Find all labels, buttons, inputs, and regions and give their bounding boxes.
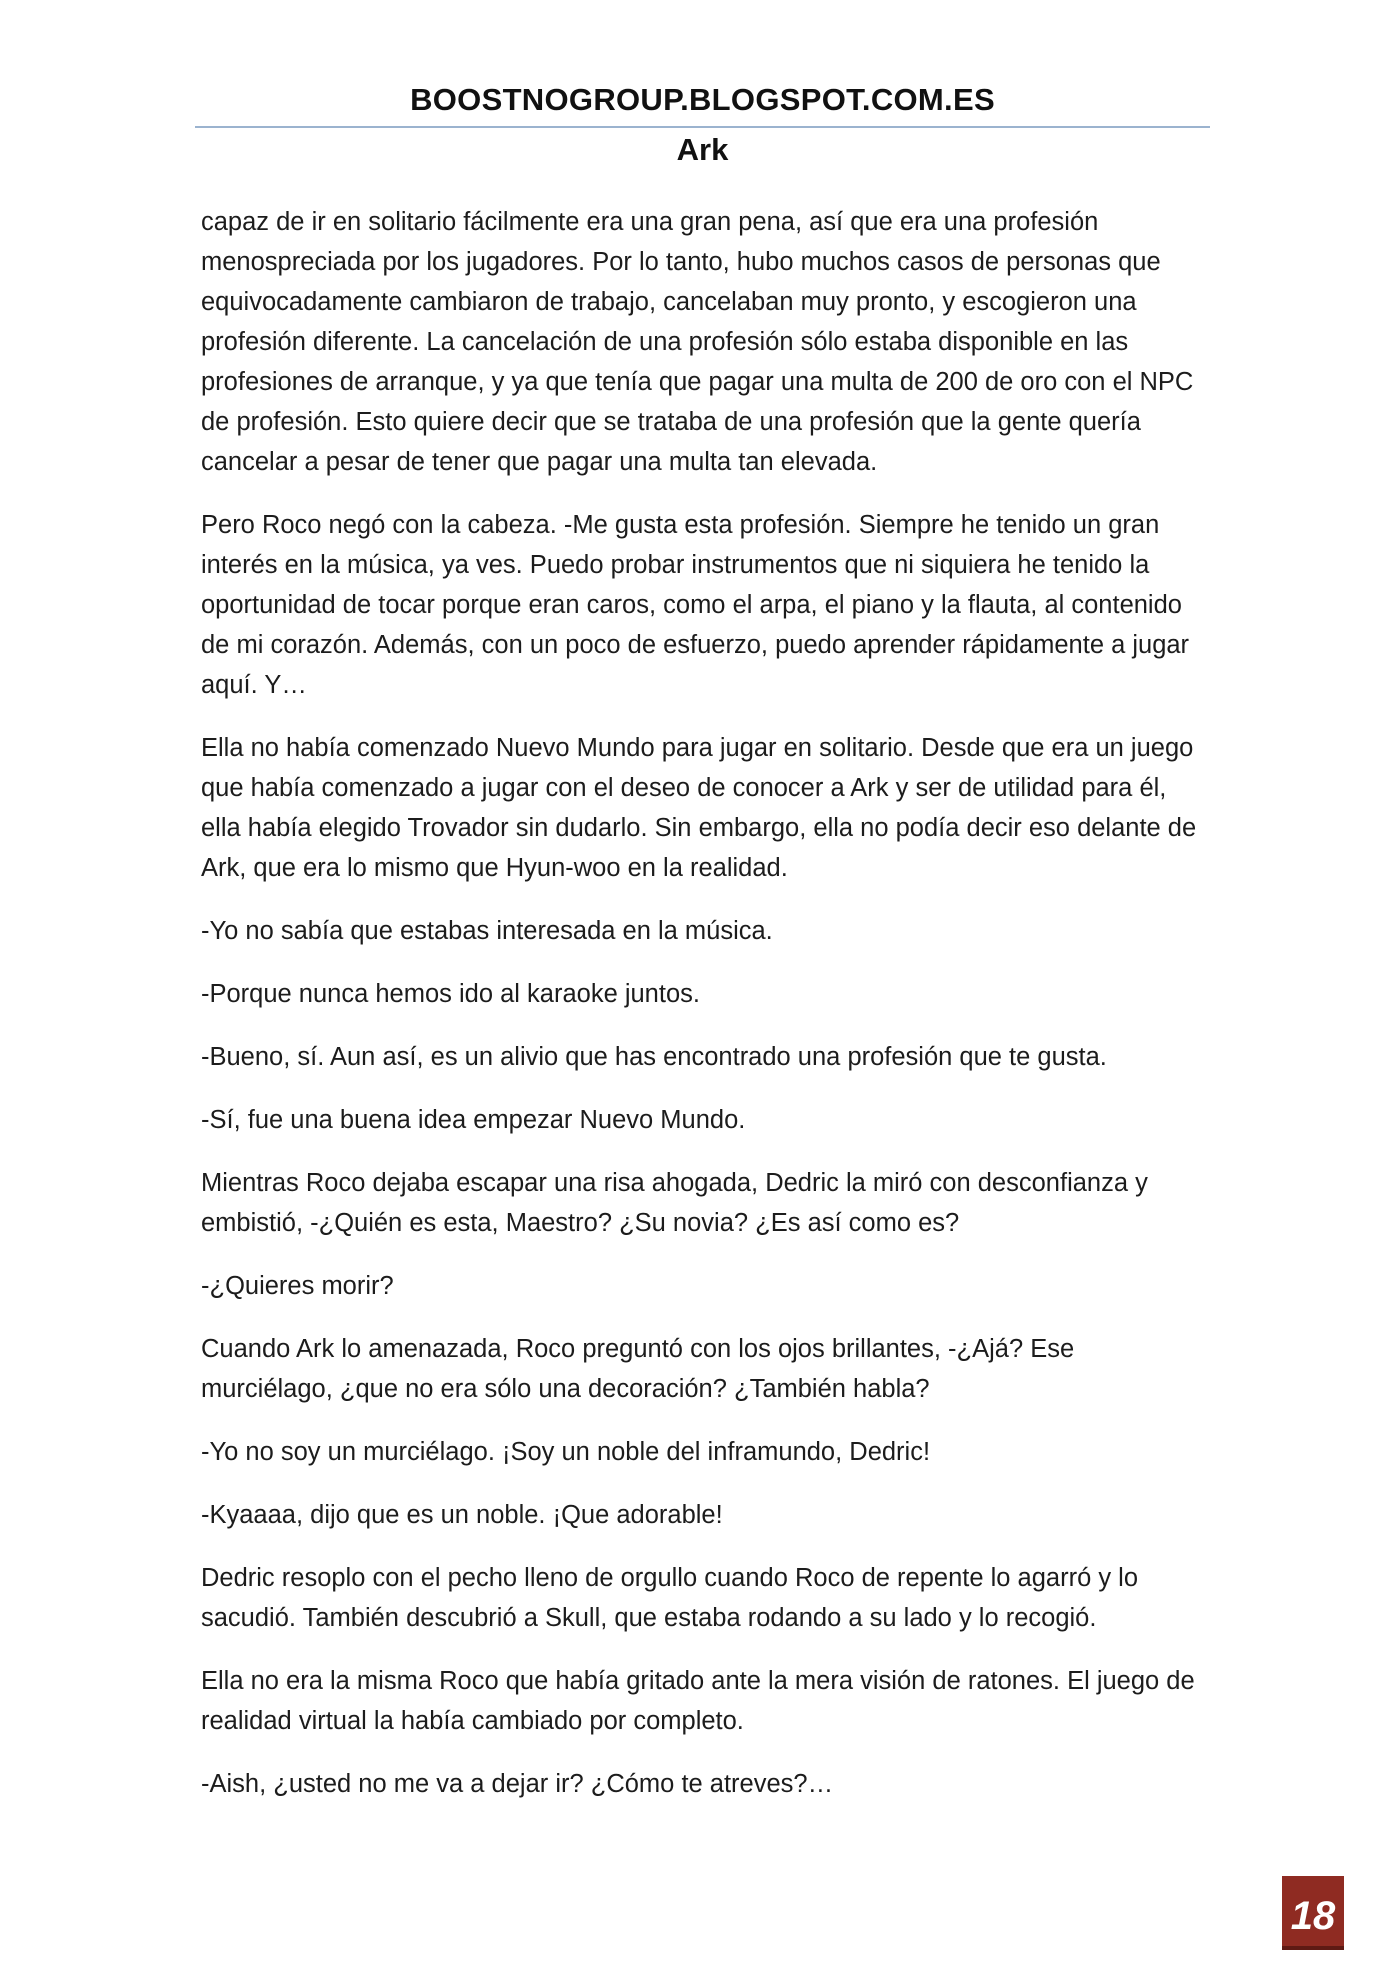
site-header: BOOSTNOGROUP.BLOGSPOT.COM.ES [410,82,995,117]
book-title: Ark [676,132,729,167]
paragraph: Cuando Ark lo amenazada, Roco preguntó con los ojos brillantes, -¿Ajá? Ese murciélago, ¿que no era sólo una decoración? ¿También habla? [201,1335,1075,1403]
paragraph: -Yo no sabía que estabas interesada en la música. [201,917,773,945]
body-text [201,202,1213,1827]
paragraph: Mientras Roco dejaba escapar una risa ahogada, Dedric la miró con desconfianza y embistió, -¿Quién es esta, Maestro? ¿Su novia? ¿Es así como es? [201,1169,1148,1237]
paragraph: -Aish, ¿usted no me va a dejar ir? ¿Cómo te atreves?… [201,1770,834,1798]
paragraph: -Kyaaaa, dijo que es un noble. ¡Que adorable! [201,1501,723,1529]
header-divider [195,126,1210,128]
page-number-badge: 18 [1282,1876,1344,1950]
paragraph: Ella no había comenzado Nuevo Mundo para jugar en solitario. Desde que era un juego que había comenzado a jugar con el deseo de conocer a Ark y ser de utilidad para él, ella había elegido Trovador sin dudarlo. Sin embargo, ella no podía decir eso delante de Ark, que era lo mismo que Hyun-woo en la realidad. [201,734,1197,882]
paragraph: -¿Quieres morir? [201,1272,394,1300]
paragraph: Dedric resoplo con el pecho lleno de orgullo cuando Roco de repente lo agarró y lo sacudió. También descubrió a Skull, que estaba rodando a su lado y lo recogió. [201,1564,1139,1632]
paragraph: Pero Roco negó con la cabeza. -Me gusta esta profesión. Siempre he tenido un gran interés en la música, ya ves. Puedo probar instrumentos que ni siquiera he tenido la oportunidad de tocar porque eran caros, como el arpa, el piano y la flauta, al contenido de mi corazón. Además, con un poco de esfuerzo, puedo aprender rápidamente a jugar aquí. Y… [201,511,1190,699]
paragraph: Ella no era la misma Roco que había gritado ante la mera visión de ratones. El juego de realidad virtual la había cambiado por completo. [201,1667,1195,1735]
paragraph: capaz de ir en solitario fácilmente era una gran pena, así que era una profesión menospreciada por los jugadores. Por lo tanto, hubo muchos casos de personas que equivocadamente cambiaron de trabajo, cancelaban muy pronto, y escogieron una profesión diferente. La cancelación de una profesión sólo estaba disponible en las profesiones de arranque, y ya que tenía que pagar una multa de 200 de oro con el NPC de profesión. Esto quiere decir que se trataba de una profesión que la gente quería cancelar a pesar de tener que pagar una multa tan elevada. [201,208,1194,476]
paragraph: -Bueno, sí. Aun así, es un alivio que has encontrado una profesión que te gusta. [201,1043,1107,1071]
paragraph: -Porque nunca hemos ido al karaoke juntos. [201,980,700,1008]
paragraph: -Yo no soy un murciélago. ¡Soy un noble del inframundo, Dedric! [201,1438,931,1466]
paragraph: -Sí, fue una buena idea empezar Nuevo Mundo. [201,1106,746,1134]
